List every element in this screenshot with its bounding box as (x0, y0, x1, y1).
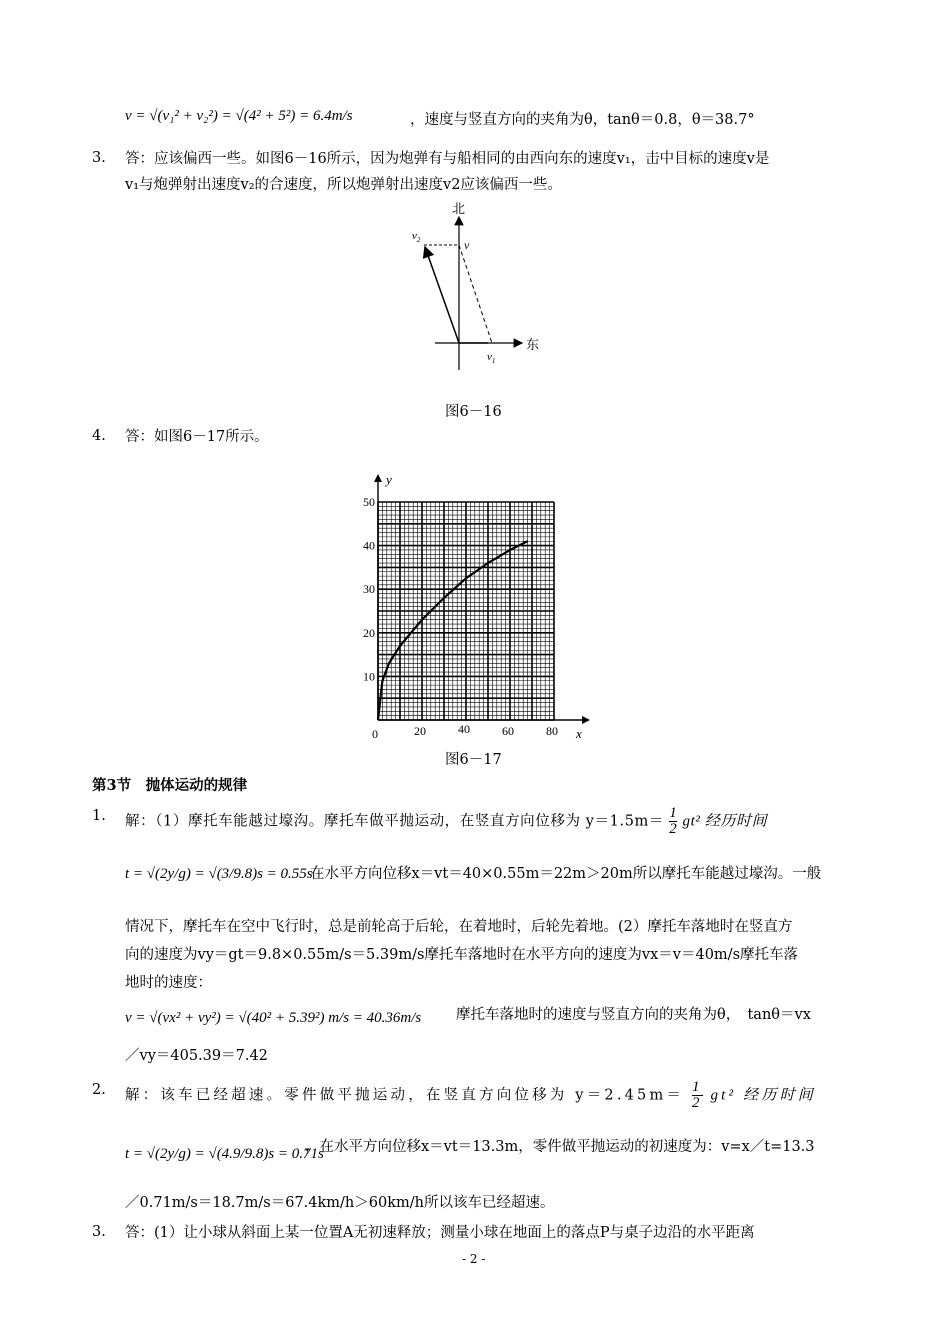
s1-line3: 情况下，摩托车在空中飞行时，总是前轮高于后轮，在着地时，后轮先着地。(2）摩托车落地时在竖直方 (125, 919, 793, 935)
s2-line3: ／0.71m/s＝18.7m/s＝67.4km/h＞60km/h所以该车已经超速。 (125, 1195, 555, 1211)
v2-vector (425, 247, 459, 343)
y-axis-arrow (374, 474, 382, 482)
x-tick-label: 0 (372, 727, 378, 741)
s1-formula-v (125, 1010, 421, 1027)
s1-formula-t-text: t = √(2y/g) = √(3/9.8)s = 0.55s (125, 866, 313, 882)
section-title: 第3节 抛体运动的规律 (92, 777, 248, 794)
s1-frac-num: 1 (669, 805, 678, 821)
x-tick-label: 40 (458, 722, 470, 736)
s2-line1-text: 解：该车已经超速。零件做平抛运动，在竖直方向位移为 y＝2.45m＝ (125, 1087, 685, 1104)
dashed-v-v1 (459, 245, 492, 343)
s1-fraction (669, 806, 677, 837)
s2-number: 2. (92, 1082, 106, 1098)
s1-line5: 地时的速度： (125, 975, 212, 991)
q3-number: 3. (92, 150, 106, 166)
y-tick-label: 10 (363, 669, 375, 684)
s2-fraction (692, 1080, 703, 1111)
s1-line1 (125, 806, 767, 837)
q3-text-b: v₁与炮弹射出速度v₂的合速度，所以炮弹射出速度v2应该偏西一些。 (125, 177, 562, 193)
east-label: 东 (526, 337, 540, 352)
x-tick-label: 80 (546, 724, 558, 738)
s1-line1-text: 解：（1）摩托车能越过壕沟。摩托车做平抛运动，在竖直方向位移为 y＝1.5m＝ (125, 813, 664, 830)
q4-number: 4. (92, 428, 106, 444)
figure-6-17-chart (355, 465, 605, 745)
y-tick-label: 20 (363, 625, 375, 640)
v1-label: $v_1$ (487, 351, 496, 365)
formula-velocity (125, 108, 353, 125)
x-tick-label: 60 (502, 724, 514, 738)
s2-formula-t (125, 1146, 324, 1163)
s1-line2-text: 在水平方向位移x＝vt＝40×0.55m＝22m＞20m所以摩托车能越过壕沟。一般 (310, 866, 822, 882)
v-label: v (464, 238, 470, 252)
s3-line1: 答：(1）让小球从斜面上某一位置A无初速释放；测量小球在地面上的落点P与桌子边沿的水平距离 (125, 1225, 755, 1241)
s2-line2-text: ，在水平方向位移x＝vt＝13.3m，零件做平抛运动的初速度为：v=x／t=13.3 (305, 1139, 815, 1155)
figure-6-16-caption: 图6－16 (445, 404, 502, 420)
line1-text: ，速度与竖直方向的夹角为θ，tanθ＝0.8，θ＝38.7° (410, 112, 755, 128)
s2-frac-den: 2 (691, 1095, 703, 1111)
y-tick-label: 30 (363, 582, 375, 597)
s1-formula-v-text: v = √(vx² + vy²) = √(40² + 5.39²) m/s = 40.36m/s (125, 1010, 422, 1026)
s3-number: 3. (92, 1224, 106, 1240)
s1-frac-den: 2 (669, 821, 678, 837)
figure-6-17-caption: 图6－17 (445, 752, 502, 768)
q4-text: 答：如图6－17所示。 (125, 429, 269, 445)
x-axis-arrow (582, 716, 590, 724)
x-tick-label: 20 (414, 724, 426, 738)
s2-line1-tail: gt² 经历时间 (710, 1087, 816, 1104)
formula-velocity-text: v = √(v₁² + v₂²) = √(4² + 5²) = 6.4m/s (125, 108, 353, 124)
y-tick-label: 40 (363, 538, 375, 553)
figure-6-16-vector-diagram (400, 195, 560, 380)
s2-formula-t-text: t = √(2y/g) = √(4.9/9.8)s = 0.71s (125, 1146, 324, 1162)
y-tick-label: 50 (363, 495, 375, 509)
s1-line1-tail: gt² 经历时间 (682, 813, 768, 830)
x-axis-label: x (576, 726, 582, 741)
s1-line6-text: 摩托车落地时的速度与竖直方向的夹角为θ， tanθ＝vx (456, 1007, 811, 1023)
north-label: 北 (452, 201, 466, 216)
page-number: - 2 - (462, 1252, 486, 1266)
s1-line4: 向的速度为vy＝gt＝9.8×0.55m/s＝5.39m/s摩托车落地时在水平方向的速度为vx＝v＝40m/s摩托车落 (125, 947, 799, 963)
s1-line7: ／vy＝405.39＝7.42 (125, 1048, 268, 1064)
s1-formula-t (125, 866, 313, 883)
y-axis-label: y (386, 472, 392, 487)
s2-line1 (125, 1080, 816, 1111)
v2-label: $v_2$ (412, 230, 421, 244)
q3-text-a: 答：应该偏西一些。如图6－16所示，因为炮弹有与船相同的由西向东的速度v₁，击中目标的速度v是 (125, 151, 770, 167)
s2-frac-num: 1 (691, 1079, 703, 1095)
s1-number: 1. (92, 808, 106, 824)
